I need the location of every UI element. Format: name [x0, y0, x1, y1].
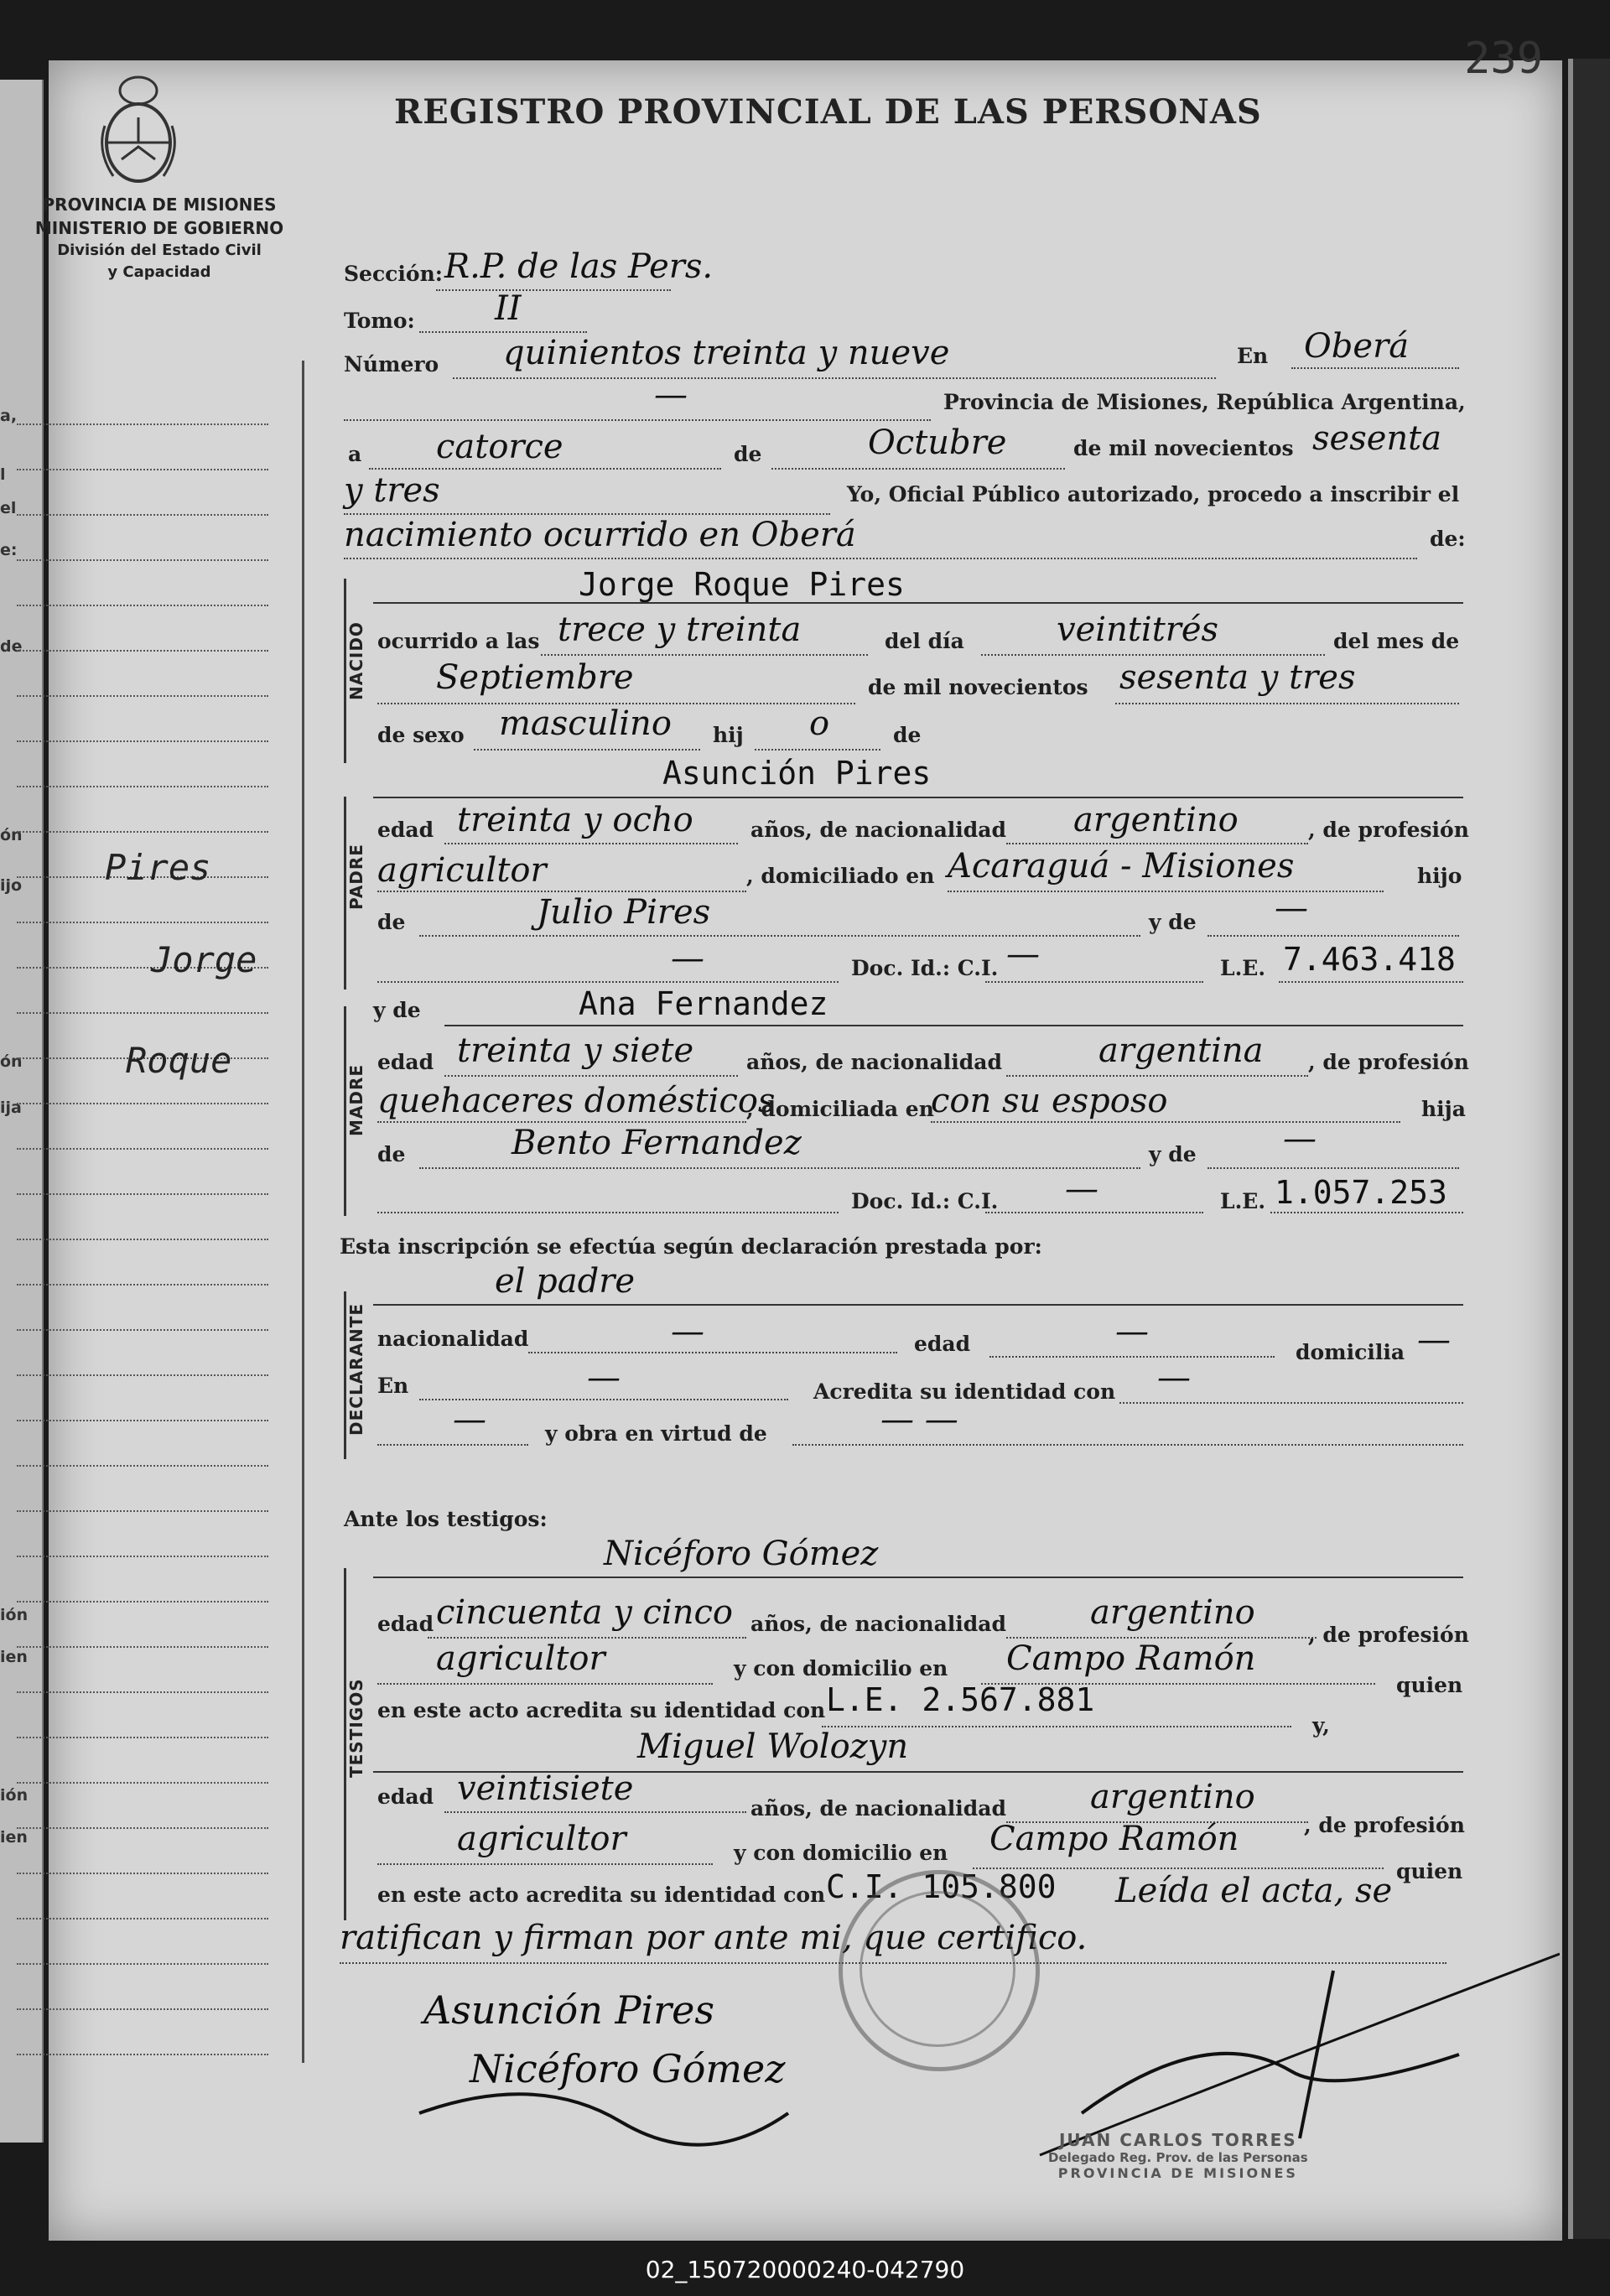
- margin-line: [17, 1329, 268, 1331]
- signature-witness: Nicéforo Gómez: [470, 2046, 786, 2091]
- dash: —: [671, 939, 704, 978]
- dotline: [1208, 1167, 1459, 1169]
- value-cierre2: ratifican y firman por ante mi, que certifico.: [340, 1919, 1088, 1957]
- section-label-nacido: NACIDO: [346, 621, 366, 700]
- label-en: En: [1237, 344, 1269, 368]
- value-testigo1-nombre: Nicéforo Gómez: [604, 1535, 879, 1573]
- label-acredita-identidad: en este acto acredita su identidad con: [377, 1698, 826, 1722]
- margin-line: [17, 1963, 268, 1965]
- margin-line: [17, 831, 268, 833]
- value-padre-le: 7.463.418: [1283, 941, 1456, 978]
- dotline: [344, 558, 1417, 559]
- label-de: de: [734, 442, 762, 466]
- signature-strokes: [369, 1904, 1560, 2180]
- dotline: [1270, 1212, 1463, 1213]
- value-mes-nac: Septiembre: [436, 658, 634, 697]
- label-del-dia: del día: [885, 629, 964, 653]
- left-fragment: ón: [0, 1052, 23, 1071]
- value-padre-dom: Acaraguá - Misiones: [948, 847, 1295, 886]
- value-testigo1-edad: cincuenta y cinco: [436, 1593, 733, 1632]
- value-numero: quinientos treinta y nueve: [503, 334, 950, 372]
- value-dia: catorce: [436, 428, 564, 466]
- value-testigo2-doc: C.I. 105.800: [826, 1868, 1057, 1905]
- dotline: [1208, 935, 1459, 937]
- agency-block: [34, 193, 285, 283]
- margin-line: [17, 1691, 268, 1693]
- dotline: [377, 1444, 528, 1446]
- value-padre-nombre: Asunción Pires: [662, 755, 932, 792]
- dash: —: [1157, 1358, 1191, 1397]
- section-label-padre: PADRE: [346, 844, 366, 910]
- dotline: [1006, 1075, 1308, 1077]
- margin-line: [17, 1827, 268, 1829]
- margin-second-name: Roque: [126, 1040, 232, 1081]
- label-nacionalidad: nacionalidad: [377, 1327, 529, 1351]
- label-edad2: edad: [377, 1050, 434, 1074]
- margin-line: [17, 1239, 268, 1240]
- dotline: [377, 1121, 746, 1123]
- label-anos-nac2: años, de nacionalidad: [746, 1050, 1002, 1074]
- label-acredita-identidad2: en este acto acredita su identidad con: [377, 1883, 826, 1907]
- value-testigo2-nombre: Miguel Wolozyn: [637, 1727, 909, 1766]
- label-hijo: hijo: [1417, 864, 1462, 888]
- label-le: L.E.: [1220, 956, 1266, 980]
- margin-line: [17, 922, 268, 923]
- label-y-de3: y de: [1149, 1142, 1197, 1166]
- dash: — —: [880, 1400, 958, 1439]
- label-de-profesion2: , de profesión: [1308, 1050, 1469, 1074]
- value-seccion: R.P. de las Pers.: [444, 247, 714, 286]
- label-quien: quien: [1396, 1673, 1463, 1697]
- margin-line: [17, 1465, 268, 1467]
- value-testigo1-doc: L.E. 2.567.881: [826, 1681, 1095, 1718]
- dotline: [419, 1167, 1140, 1169]
- label-anos-nac4: años, de nacionalidad: [750, 1796, 1006, 1821]
- margin-column: [34, 361, 304, 2063]
- dotline: [792, 1444, 1463, 1446]
- label-de3: de: [377, 910, 406, 934]
- dotline: [528, 1352, 897, 1353]
- value-testigo2-dom: Campo Ramón: [989, 1820, 1239, 1858]
- dotline: [436, 289, 671, 291]
- margin-line: [17, 1420, 268, 1421]
- section-label-madre: MADRE: [346, 1063, 366, 1136]
- agency-ministry: MINISTERIO DE GOBIERNO: [34, 218, 284, 238]
- label-edad3: edad: [914, 1332, 971, 1356]
- scan-code: 02_150720000240-042790: [645, 2256, 965, 2283]
- label-doc-id2: Doc. Id.: C.I.: [851, 1189, 999, 1213]
- official-stamp-text: [1048, 2130, 1308, 2181]
- margin-line: [17, 1918, 268, 1919]
- agency-division: División del Estado Civil: [57, 242, 262, 259]
- signature-declarante: Asunción Pires: [423, 1987, 714, 2033]
- label-edad5: edad: [377, 1784, 434, 1809]
- label-le2: L.E.: [1220, 1189, 1266, 1213]
- dotline: [948, 891, 1384, 892]
- left-fragment: de: [0, 637, 23, 656]
- dotline: [931, 1121, 1400, 1123]
- value-testigo2-edad: veintisiete: [457, 1769, 634, 1808]
- margin-line: [17, 1284, 268, 1286]
- dotline: [755, 749, 880, 751]
- dotline: [377, 981, 839, 983]
- label-hij: hij: [713, 723, 744, 747]
- value-tomo: II: [495, 289, 522, 328]
- dash: —: [1115, 1312, 1149, 1351]
- label-domiciliada: , domiciliada en: [746, 1097, 934, 1121]
- dotline: [985, 981, 1203, 983]
- margin-line: [17, 1873, 268, 1874]
- value-padre-prof: agricultor: [377, 851, 547, 890]
- value-declarante: el padre: [495, 1262, 636, 1301]
- margin-line: [17, 605, 268, 606]
- value-en: Oberá: [1304, 327, 1410, 366]
- label-obra-virtud: y obra en virtud de: [545, 1421, 767, 1446]
- section-label-declarante: DECLARANTE: [346, 1302, 366, 1436]
- margin-line: [17, 1510, 268, 1512]
- value-anio-nac: sesenta y tres: [1119, 658, 1356, 697]
- label-yo-oficial: Yo, Oficial Público autorizado, procedo a inscribir el: [847, 482, 1460, 506]
- label-tomo: Tomo:: [344, 309, 415, 333]
- dotline: [474, 749, 700, 751]
- left-fragment: a,: [0, 407, 18, 425]
- dotline: [377, 891, 746, 892]
- dotline: [344, 419, 931, 421]
- dotline: [985, 1212, 1203, 1213]
- margin-line: [17, 2054, 268, 2055]
- value-madre-edad: treinta y siete: [457, 1031, 694, 1070]
- value-madre-nombre: Ana Fernandez: [579, 985, 828, 1022]
- value-madre-prof: quehaceres domésticos: [377, 1082, 776, 1120]
- dotline: [444, 1811, 746, 1813]
- value-cierre1: Leída el acta, se: [1115, 1872, 1393, 1910]
- dotline: [369, 468, 721, 470]
- margin-line: [17, 469, 268, 470]
- dotline: [1119, 1402, 1463, 1404]
- label-de2: de: [893, 723, 922, 747]
- dotline: [1279, 981, 1463, 983]
- margin-line: [17, 650, 268, 652]
- value-dia-nac: veintitrés: [1057, 610, 1219, 649]
- label-y-de2: y de: [373, 998, 421, 1022]
- dash: —: [1283, 1119, 1317, 1158]
- dotline: [419, 331, 587, 333]
- label-con-domicilio: y con domicilio en: [734, 1656, 948, 1680]
- label-edad: edad: [377, 818, 434, 842]
- left-fragment: l: [0, 465, 6, 484]
- dash: —: [654, 376, 688, 414]
- left-fragment: ión: [0, 1786, 29, 1805]
- agency-province: PROVINCIA DE MISIONES: [42, 195, 277, 215]
- official-province: PROVINCIA DE MISIONES: [1057, 2165, 1298, 2181]
- value-madre-de: Bento Fernandez: [512, 1124, 802, 1162]
- left-fragment: ien: [0, 1648, 28, 1666]
- margin-line: [17, 1646, 268, 1648]
- margin-line: [17, 1556, 268, 1557]
- dotline: [344, 513, 830, 515]
- margin-line: [17, 1601, 268, 1603]
- label-del-mes: del mes de: [1333, 629, 1460, 653]
- margin-line: [17, 786, 268, 787]
- label-quien2: quien: [1396, 1859, 1463, 1883]
- dash: —: [1275, 889, 1308, 927]
- label-anos-nac3: años, de nacionalidad: [750, 1612, 1006, 1636]
- margin-line: [17, 1148, 268, 1150]
- label-acredita-con: Acredita su identidad con: [813, 1379, 1116, 1404]
- dotline: [981, 654, 1325, 656]
- value-anio2: y tres: [344, 471, 440, 510]
- dotline: [1115, 703, 1459, 704]
- left-fragment: ijo: [0, 876, 23, 895]
- margin-line: [17, 1782, 268, 1784]
- label-de-profesion3: , de profesión: [1308, 1623, 1469, 1647]
- page-title: REGISTRO PROVINCIAL DE LAS PERSONAS: [394, 92, 1262, 132]
- dotline: [771, 468, 1065, 470]
- label-de-colon: de:: [1430, 527, 1466, 551]
- section-label-testigos: TESTIGOS: [346, 1678, 366, 1778]
- value-testigo1-nac: argentino: [1090, 1593, 1255, 1632]
- label-y-comma: y,: [1312, 1713, 1330, 1738]
- label-seccion: Sección:: [344, 262, 443, 286]
- label-anos-nac: años, de nacionalidad: [750, 818, 1006, 842]
- dotline: [428, 1637, 746, 1639]
- label-y-de: y de: [1149, 910, 1197, 934]
- value-madre-dom: con su esposo: [931, 1082, 1168, 1120]
- margin-line: [17, 2008, 268, 2010]
- value-sexo: masculino: [499, 704, 672, 743]
- label-en2: En: [377, 1374, 409, 1398]
- label-esta-inscripcion: Esta inscripción se efectúa según declaración prestada por:: [340, 1234, 1042, 1259]
- dotline: [989, 1356, 1275, 1358]
- margin-first-name: Jorge: [151, 939, 257, 980]
- dotline: [1006, 1637, 1317, 1639]
- left-fragment: ija: [0, 1099, 22, 1117]
- margin-line: [17, 1103, 268, 1104]
- agency-capacity: y Capacidad: [107, 263, 211, 281]
- dash: —: [1417, 1321, 1451, 1359]
- value-padre-ci: —: [1006, 935, 1040, 974]
- official-name: JUAN CARLOS TORRES: [1058, 2130, 1297, 2150]
- value-testigo2-nac: argentino: [1090, 1778, 1255, 1816]
- value-hij: o: [809, 704, 830, 743]
- margin-line: [17, 1374, 268, 1376]
- dotline: [377, 1863, 713, 1865]
- dotline: [377, 1212, 839, 1213]
- margin-line: [17, 1193, 268, 1195]
- margin-line: [17, 695, 268, 697]
- label-sexo: de sexo: [377, 723, 465, 747]
- dash: —: [587, 1358, 621, 1397]
- rule: [444, 1025, 1463, 1026]
- value-anio1: sesenta: [1312, 419, 1442, 458]
- label-a: a: [348, 442, 362, 466]
- margin-surname: Pires: [105, 847, 211, 888]
- value-testigo1-prof: agricultor: [436, 1639, 605, 1678]
- rule: [373, 1304, 1463, 1306]
- label-con-domicilio2: y con domicilio en: [734, 1841, 948, 1865]
- value-madre-ci: —: [1065, 1170, 1098, 1208]
- dotline: [444, 843, 738, 844]
- label-de-mil: de mil novecientos: [1073, 436, 1294, 460]
- rule: [373, 1577, 1463, 1578]
- value-hecho: nacimiento ocurrido en Oberá: [344, 516, 856, 554]
- value-madre-le: 1.057.253: [1275, 1174, 1447, 1211]
- left-fragment: ón: [0, 826, 23, 844]
- page-number: 239: [1464, 34, 1543, 84]
- left-fragment: ión: [0, 1606, 29, 1624]
- value-hora: trece y treinta: [558, 610, 802, 649]
- value-mes: Octubre: [868, 423, 1007, 462]
- dash: —: [453, 1400, 486, 1439]
- left-fragment: el: [0, 499, 17, 517]
- label-de-profesion: , de profesión: [1308, 818, 1469, 842]
- value-testigo2-prof: agricultor: [457, 1820, 626, 1858]
- label-provincia: Provincia de Misiones, República Argentina,: [943, 390, 1466, 414]
- label-domiciliado: , domiciliado en: [746, 864, 935, 888]
- margin-line: [17, 514, 268, 516]
- left-fragment: ien: [0, 1828, 28, 1847]
- margin-line: [17, 1737, 268, 1738]
- value-padre-edad: treinta y ocho: [457, 801, 693, 839]
- label-de-profesion4: , de profesión: [1304, 1813, 1465, 1837]
- margin-line: [17, 559, 268, 561]
- label-numero: Número: [344, 352, 439, 377]
- dotline: [1006, 843, 1308, 844]
- value-nacido-nombre: Jorge Roque Pires: [579, 566, 905, 603]
- margin-line: [17, 740, 268, 742]
- label-hija: hija: [1421, 1097, 1466, 1121]
- rule: [373, 797, 1463, 798]
- dotline: [444, 1075, 738, 1077]
- label-doc-id: Doc. Id.: C.I.: [851, 956, 999, 980]
- dotline: [1291, 367, 1459, 369]
- official-role: Delegado Reg. Prov. de las Personas: [1048, 2150, 1308, 2165]
- value-padre-de: Julio Pires: [537, 893, 711, 932]
- label-de-mil2: de mil novecientos: [868, 675, 1088, 699]
- dotline: [453, 377, 1216, 379]
- book-edge: [1568, 59, 1610, 2239]
- margin-line: [17, 1012, 268, 1014]
- value-padre-nac: argentino: [1073, 801, 1239, 839]
- value-madre-nac: argentina: [1098, 1031, 1264, 1070]
- value-testigo1-dom: Campo Ramón: [1006, 1639, 1256, 1678]
- margin-line: [17, 423, 268, 425]
- label-domicilia: domicilia: [1296, 1340, 1405, 1364]
- dash: —: [671, 1312, 704, 1351]
- coat-of-arms-icon: [92, 67, 184, 193]
- label-ante-testigos: Ante los testigos:: [344, 1507, 548, 1531]
- left-fragment: e:: [0, 541, 18, 559]
- dotline: [541, 654, 868, 656]
- label-de4: de: [377, 1142, 406, 1166]
- label-edad4: edad: [377, 1612, 434, 1636]
- rule: [373, 602, 1463, 604]
- dotline: [377, 1683, 713, 1685]
- label-ocurrido: ocurrido a las: [377, 629, 540, 653]
